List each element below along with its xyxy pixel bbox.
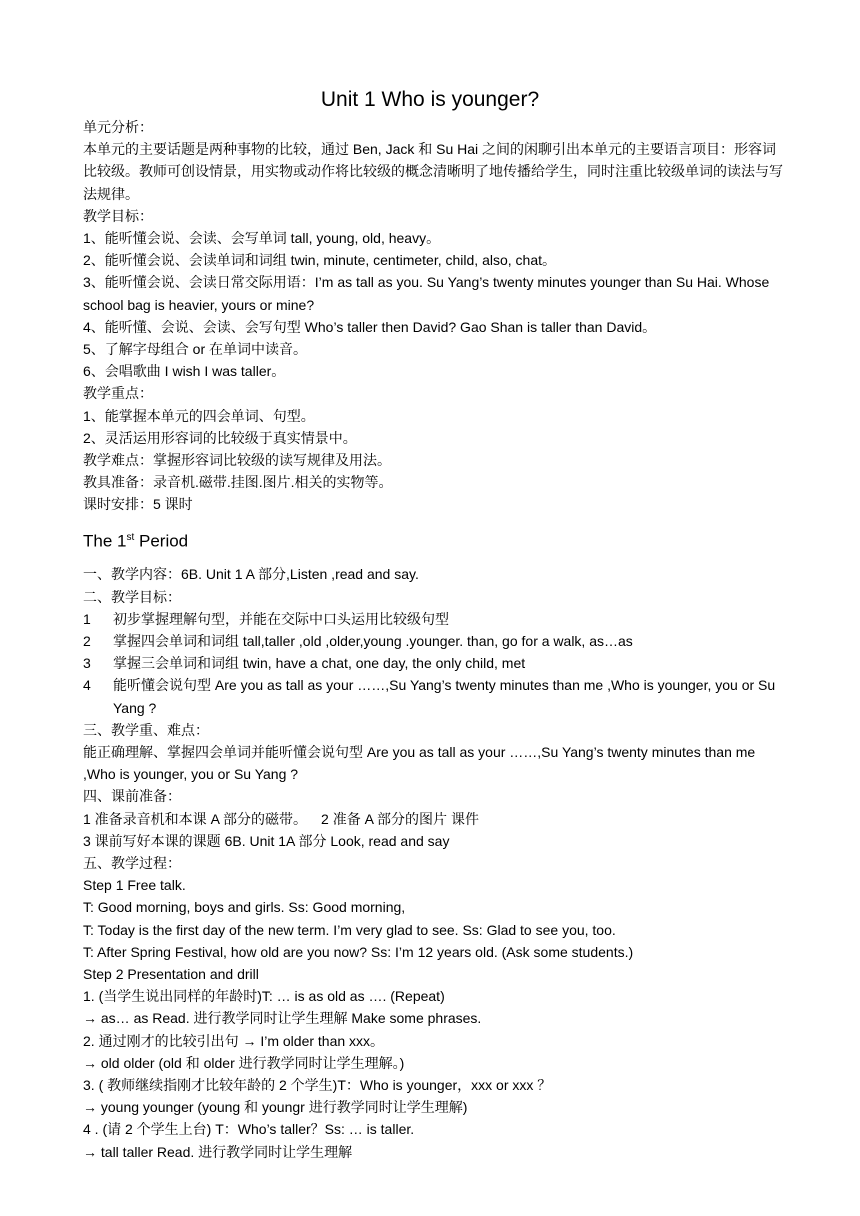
difficulty-line: 教学难点：掌握形容词比较级的读写规律及用法。: [83, 452, 391, 469]
objective-number: 4: [83, 677, 91, 694]
objective-text: 掌握四会单词和词组 tall,taller ,old ,older,young .younger. than, go for a walk, as…as: [113, 632, 633, 649]
document-body: [83, 116, 783, 1163]
materials-line: 教具准备：录音机.磁带.挂图.图片.相关的实物等。: [83, 474, 393, 491]
process-line: T: After Spring Festival, how old are you now? Ss: I’m 12 years old. (Ask some students.): [83, 943, 634, 960]
document-title: Unit 1 Who is younger?: [320, 88, 540, 111]
process-line: → tall taller Read. 进行教学同时让学生理解: [83, 1143, 353, 1160]
objective-text: 初步掌握理解句型，并能在交际中口头运用比较级句型: [113, 610, 449, 627]
prep-text: 1 准备录音机和本课 A 部分的磁带。: [83, 810, 308, 827]
schedule-line: 课时安排：5 课时: [83, 496, 193, 513]
objective-item: [83, 608, 783, 630]
key-point-item: 1、能掌握本单元的四会单词、句型。: [83, 407, 315, 424]
objective-number: 1: [83, 610, 91, 627]
period-suffix: Period: [134, 531, 189, 551]
period-sup: st: [126, 531, 135, 543]
process-line: T: Today is the first day of the new term. I’m very glad to see. Ss: Glad to see you, too.: [83, 921, 616, 938]
process-line: 1. (当学生说出同样的年龄时)T: … is as old as …. (Repeat): [83, 988, 445, 1005]
section-preparation: 四、课前准备：: [83, 788, 181, 805]
section-content: 一、教学内容：6B. Unit 1 A 部分,Listen ,read and say.: [83, 566, 419, 583]
objective-item: [83, 652, 783, 674]
section-process: 五、教学过程：: [83, 854, 181, 871]
process-line: 4 . (请 2 个学生上台) T：Who’s taller？Ss: … is taller.: [83, 1121, 415, 1138]
goal-item: 1、能听懂会说、会读、会写单词 tall, young, old, heavy。: [83, 230, 441, 247]
goal-item: 3、能听懂会说、会读日常交际用语：I’m as tall as you. Su Yang’s twenty minutes younger than Su Hai. Whose school bag is heavier, yours or mine?: [83, 274, 770, 313]
key-points-heading: 教学重点：: [83, 385, 153, 402]
goal-item: 2、能听懂会说、会读单词和词组 twin, minute, centimeter, child, also, chat。: [83, 252, 557, 269]
process-line: Step 2 Presentation and drill: [83, 965, 259, 982]
goal-item: 5、了解字母组合 or 在单词中读音。: [83, 341, 308, 358]
prep-text: 2 准备 A 部分的图片 课件: [321, 810, 479, 827]
objective-text: 能听懂会说句型 Are you as tall as your ……,Su Yang’s twenty minutes than me ,Who is younger, you or Su Yang ?: [113, 677, 776, 716]
objective-number: 3: [83, 655, 91, 672]
goals-heading: 教学目标：: [83, 207, 153, 224]
goal-item: 4、能听懂、会说、会读、会写句型 Who’s taller then David? Gao Shan is taller than David。: [83, 318, 657, 335]
process-line: Step 1 Free talk.: [83, 877, 186, 894]
process-line: → old older (old 和 older 进行教学同时让学生理解。): [83, 1054, 405, 1071]
period-heading: [83, 526, 783, 554]
intro-analysis: 本单元的主要话题是两种事物的比较，通过 Ben, Jack 和 Su Hai 之间的闲聊引出本单元的主要语言项目：形容词比较级。教师可创设情景，用实物或动作将比较级的概念清晰明了地传播给学生，同时注重比较级单词的读法与写法规律。: [83, 141, 783, 202]
prep-item: [83, 808, 783, 830]
process-line: → as… as Read. 进行教学同时让学生理解 Make some phrases.: [83, 1010, 482, 1027]
process-line: 3. ( 教师继续指刚才比较年龄的 2 个学生)T：Who is younger，xxx or xxx ？: [83, 1076, 552, 1093]
period-prefix: The 1: [83, 531, 127, 551]
process-line: T: Good morning, boys and girls. Ss: Good morning,: [83, 899, 406, 916]
objective-number: 2: [83, 632, 91, 649]
process-line: → young younger (young 和 youngr 进行教学同时让学生理解): [83, 1099, 468, 1116]
intro-heading: 单元分析：: [83, 119, 153, 135]
difficulty-text: 能正确理解、掌握四会单词并能听懂会说句型 Are you as tall as your ……,Su Yang’s twenty minutes than me ,Who is younger, you or Su Yang ?: [83, 743, 756, 783]
goal-item: 6、会唱歌曲 I wish I was taller。: [83, 363, 286, 380]
process-line: 2. 通过刚才的比较引出句 → I’m older than xxx。: [83, 1032, 385, 1049]
prep-item: 3 课前写好本课的课题 6B. Unit 1A 部分 Look, read and say: [83, 832, 450, 849]
section-objectives: 二、教学目标：: [83, 588, 181, 605]
objective-text: 掌握三会单词和词组 twin, have a chat, one day, the only child, met: [113, 655, 526, 672]
objective-item: [83, 674, 783, 718]
section-difficulty: 三、教学重、难点：: [83, 721, 209, 738]
key-point-item: 2、灵活运用形容词的比较级于真实情景中。: [83, 429, 357, 446]
objective-item: [83, 630, 783, 652]
